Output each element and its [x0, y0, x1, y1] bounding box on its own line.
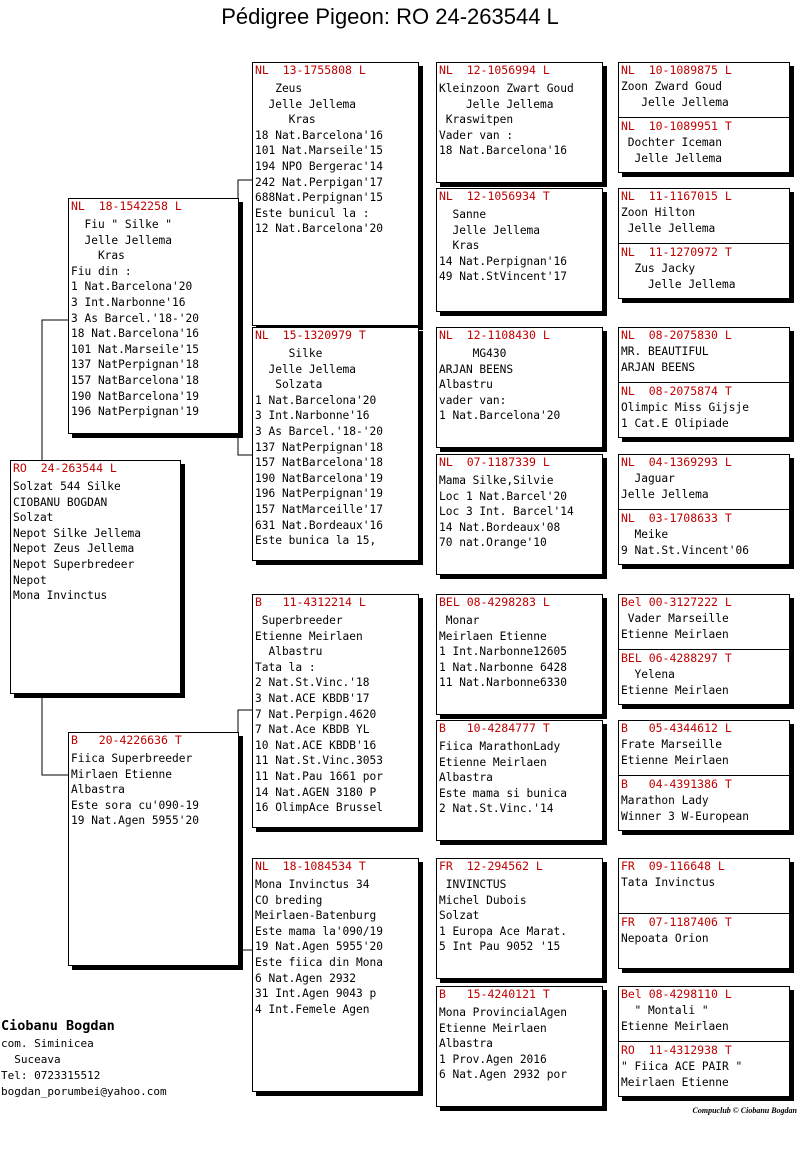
pigeon-pair-top [619, 63, 789, 110]
pigeon-card-mm [252, 858, 419, 1092]
owner-address-line: com. Siminicea [1, 1037, 94, 1050]
pigeon-info-line: Nepot Zeus Jellema [13, 542, 135, 556]
pigeon-info-line: 6 Nat.Agen 2932 [255, 971, 357, 985]
pigeon-info-line: " Montali " [621, 1004, 709, 1017]
pigeon-info-line: 137 NatPerpignan'18 [71, 358, 199, 372]
pigeon-info-line: Jelle Jellema [439, 97, 554, 111]
pigeon-info-line: 14 Nat.Perpignan'16 [439, 254, 567, 268]
owner-address-line: Suceava [1, 1053, 61, 1066]
pigeon-pair-card-g1 [618, 62, 790, 173]
pigeon-info-line: Nepot Superbredeer [13, 557, 135, 571]
owner-contact [1, 1016, 167, 1100]
pigeon-pair-top [619, 987, 789, 1034]
pigeon-info-line: Tata la : [255, 660, 316, 674]
ring-number: NL 18-1542258 L [71, 199, 182, 213]
pigeon-info-line: 19 Nat.Agen 5955'20 [71, 814, 199, 828]
pigeon-info-line: Meirlaen Etienne [621, 1075, 729, 1089]
ring-number: Bel 08-4298110 L [621, 987, 732, 1001]
pigeon-card-fmm [436, 454, 603, 575]
pigeon-info-line: 3 Int.Narbonne'16 [255, 409, 370, 423]
pigeon-info-line: Solzat 544 Silke [13, 480, 121, 493]
pigeon-pair-bottom [619, 777, 789, 824]
ring-number: NL 11-1270972 T [621, 245, 732, 259]
pigeon-info-line: CO breding [255, 893, 323, 907]
pigeon-info-line: Superbreeder [255, 614, 343, 627]
pigeon-info-line: 190 NatBarcelona'19 [71, 389, 199, 403]
pigeon-info-line: Etienne Meirlaen [439, 1021, 547, 1035]
pigeon-info-line: 11 Nat.St.Vinc.3053 [255, 754, 383, 768]
pigeon-info-line: Zeus [255, 82, 303, 95]
pigeon-info-line: 157 NatBarcelona'18 [255, 456, 383, 470]
pigeon-info-line: 242 Nat.Perpigan'17 [255, 175, 383, 189]
pigeon-info-line: Albastra [439, 771, 493, 785]
pigeon-card-mf [252, 594, 419, 828]
pigeon-info-line: Jelle Jellema [255, 97, 357, 111]
pigeon-card-mother [68, 732, 239, 966]
ring-number: NL 04-1369293 L [621, 455, 732, 469]
pigeon-pair-bottom [619, 119, 789, 166]
pair-divider [619, 243, 789, 244]
pigeon-card-fff [436, 62, 603, 183]
pigeon-info-line: Marathon Lady [621, 794, 709, 807]
pigeon-card-mmf [436, 858, 603, 979]
pigeon-info-line: Etienne Meirlaen [621, 753, 729, 767]
ring-number: B 15-4240121 T [439, 987, 550, 1001]
pigeon-card-ff [252, 62, 419, 326]
pigeon-info-line: Fiu din : [71, 264, 132, 278]
pigeon-pair-card-g5 [618, 594, 790, 705]
pigeon-info-line: Nepot Silke Jellema [13, 526, 141, 540]
pigeon-info-line: INVINCTUS [439, 878, 507, 891]
pigeon-info-line: MR. BEAUTIFUL [621, 345, 709, 358]
pigeon-info-line: MG430 [439, 347, 507, 360]
pigeon-info-line: Loc 3 Int. Barcel'14 [439, 505, 574, 519]
pigeon-info-line: 688Nat.Perpignan'15 [255, 191, 383, 205]
pigeon-info-line: 11 Nat.Pau 1661 por [255, 769, 383, 783]
pigeon-info-line: Etienne Meirlaen [621, 1019, 729, 1033]
ring-number: B 20-4226636 T [71, 733, 182, 747]
pair-divider [619, 117, 789, 118]
pigeon-info-line: 49 Nat.StVincent'17 [439, 270, 567, 284]
pigeon-info-line: Michel Dubois [439, 893, 527, 907]
pigeon-info-line: 9 Nat.St.Vincent'06 [621, 543, 749, 557]
pigeon-info-line: Jelle Jellema [621, 487, 709, 501]
pigeon-info-line: 3 As Barcel.'18-'20 [255, 424, 383, 438]
pigeon-info-line: 190 NatBarcelona'19 [255, 471, 383, 485]
pigeon-pair-bottom [619, 511, 789, 558]
pigeon-info-line: Kras [439, 239, 480, 253]
ring-number: NL 03-1708633 T [621, 511, 732, 525]
pigeon-info-line: Jelle Jellema [621, 277, 736, 291]
pigeon-pair-bottom [619, 915, 789, 947]
ring-number: NL 07-1187339 L [439, 455, 550, 469]
ring-number: BEL 06-4288297 T [621, 651, 732, 665]
pigeon-info-line: Jelle Jellema [621, 221, 716, 235]
pigeon-info-line: Tata Invinctus [621, 876, 716, 889]
pigeon-info-line: Zoon Hilton [621, 206, 696, 219]
pigeon-info-line: 101 Nat.Marseile'15 [71, 342, 199, 356]
pigeon-info-line: Zus Jacky [621, 262, 696, 275]
pigeon-pair-top [619, 189, 789, 236]
pigeon-card-subject [10, 460, 181, 694]
ring-number: FR 07-1187406 T [621, 915, 732, 929]
pigeon-info-line: 631 Nat.Bordeaux'16 [255, 518, 383, 532]
pigeon-info-line: 194 NPO Bergerac'14 [255, 159, 383, 173]
pigeon-info-line: CIOBANU BOGDAN [13, 495, 108, 509]
pigeon-pair-card-g3 [618, 327, 790, 438]
pigeon-info-line: 18 Nat.Barcelona'16 [439, 144, 567, 158]
pigeon-info-line: Albastra [71, 783, 125, 797]
pigeon-pair-bottom [619, 384, 789, 431]
pigeon-info-line: 18 Nat.Barcelona'16 [71, 327, 199, 341]
pigeon-info-line: 137 NatPerpignan'18 [255, 440, 383, 454]
pigeon-info-line: Vader van : [439, 128, 514, 142]
pigeon-info-line: Etienne Meirlaen [439, 755, 547, 769]
pigeon-card-father [68, 198, 239, 434]
pair-divider [619, 775, 789, 776]
pigeon-info-line: 196 NatPerpignan'19 [255, 487, 383, 501]
pair-divider [619, 913, 789, 914]
pigeon-info-line: 1 Cat.E Olipiade [621, 416, 729, 430]
pigeon-info-line: 70 nat.Orange'10 [439, 536, 547, 550]
pigeon-info-line: 7 Nat.Perpign.4620 [255, 707, 377, 721]
pigeon-info-line: Etienne Meirlaen [255, 629, 363, 643]
pigeon-info-line: 18 Nat.Barcelona'16 [255, 128, 383, 142]
pigeon-info-line: Solzat [439, 909, 480, 923]
ring-number: RO 24-263544 L [13, 461, 117, 475]
ring-number: NL 08-2075830 L [621, 328, 732, 342]
pigeon-card-mmm [436, 986, 603, 1107]
pigeon-pair-card-g7 [618, 858, 790, 969]
pigeon-info-line: 7 Nat.Ace KBDB YL [255, 723, 370, 737]
pigeon-info-line: Meirlaen Etienne [439, 629, 547, 643]
pigeon-info-line: Meirlaen-Batenburg [255, 909, 377, 923]
pigeon-pair-card-g4 [618, 454, 790, 565]
pigeon-info-line: Dochter Iceman [621, 136, 723, 149]
pigeon-info-line: Nepoata Orion [621, 932, 709, 945]
pigeon-info-line: 3 Nat.ACE KBDB'17 [255, 691, 370, 705]
pigeon-info-line: Este fiica din Mona [255, 955, 383, 969]
pigeon-info-line: vader van: [439, 393, 507, 407]
pigeon-info-line: " Fiica ACE PAIR " [621, 1060, 743, 1073]
pigeon-info-line: Olimpic Miss Gijsje [621, 401, 749, 414]
pigeon-info-line: 5 Int Pau 9052 '15 [439, 940, 561, 954]
ring-number: NL 10-1089875 L [621, 63, 732, 77]
pigeon-pair-top [619, 455, 789, 502]
pigeon-info-line: Jelle Jellema [621, 151, 723, 165]
pigeon-info-line: 1 Europa Ace Marat. [439, 924, 567, 938]
pigeon-pair-bottom [619, 651, 789, 698]
ring-number: NL 11-1167015 L [621, 189, 732, 203]
page-title: Pédigree Pigeon: RO 24-263544 L [221, 4, 559, 29]
pigeon-pair-bottom [619, 1043, 789, 1090]
ring-number: B 10-4284777 T [439, 721, 550, 735]
pigeon-info-line: Yelena [621, 668, 675, 681]
pigeon-info-line: 196 NatPerpignan'19 [71, 405, 199, 419]
pigeon-info-line: Jelle Jellema [255, 362, 357, 376]
pigeon-info-line: Mona Invinctus 34 [255, 878, 370, 891]
pigeon-pair-card-g2 [618, 188, 790, 299]
pair-divider [619, 1041, 789, 1042]
pigeon-info-line: Meike [621, 528, 669, 541]
pigeon-card-ffm [436, 188, 603, 312]
pigeon-info-line: 16 OlimpAce Brussel [255, 801, 383, 815]
pigeon-info-line: 4 Int.Femele Agen [255, 1002, 370, 1016]
pigeon-info-line: Albastra [439, 1037, 493, 1051]
pigeon-info-line: 1 Prov.Agen 2016 [439, 1052, 547, 1066]
pigeon-info-line: Este bunica la 15, [255, 534, 377, 548]
pigeon-info-line: 1 Nat.Barcelona'20 [439, 409, 561, 423]
pigeon-info-line: Solzata [255, 378, 323, 392]
pigeon-info-line: Albastru [439, 378, 493, 392]
pigeon-pair-top [619, 328, 789, 375]
pigeon-card-fmf [436, 327, 603, 448]
pigeon-info-line: Winner 3 W-European [621, 809, 749, 823]
ring-number: NL 08-2075874 T [621, 384, 732, 398]
ring-number: B 11-4312214 L [255, 595, 366, 609]
ring-number: NL 18-1084534 T [255, 859, 366, 873]
pigeon-info-line: ARJAN BEENS [621, 360, 696, 374]
pigeon-info-line: Kraswitpen [439, 113, 514, 127]
pigeon-info-line: 1 Nat.Narbonne 6428 [439, 660, 567, 674]
pigeon-info-line: Solzat [13, 511, 54, 525]
ring-number: NL 12-1108430 L [439, 328, 550, 342]
pigeon-info-line: Zoon Zward Goud [621, 80, 723, 93]
pigeon-info-line: Jelle Jellema [621, 95, 729, 109]
pigeon-info-line: Jaguar [621, 472, 675, 485]
ring-number: RO 11-4312938 T [621, 1043, 732, 1057]
pigeon-card-fm [252, 327, 419, 561]
pigeon-pair-top [619, 859, 789, 891]
ring-number: B 04-4391386 T [621, 777, 732, 791]
pigeon-info-line: Monar [439, 614, 480, 627]
ring-number: NL 12-1056934 T [439, 189, 550, 203]
pigeon-info-line: Nepot [13, 573, 47, 587]
pigeon-info-line: Fiica Superbreeder [71, 752, 193, 765]
pigeon-info-line: 2 Nat.St.Vinc.'18 [255, 676, 370, 690]
pigeon-pair-top [619, 721, 789, 768]
pigeon-info-line: 3 As Barcel.'18-'20 [71, 311, 199, 325]
pigeon-info-line: Etienne Meirlaen [621, 683, 729, 697]
ring-number: FR 12-294562 L [439, 859, 543, 873]
pigeon-info-line: 1 Nat.Barcelona'20 [71, 280, 193, 294]
pigeon-pair-card-g8 [618, 986, 790, 1097]
pigeon-info-line: Mona ProvincialAgen [439, 1006, 567, 1019]
pigeon-info-line: 157 NatMarceille'17 [255, 502, 383, 516]
pigeon-info-line: 3 Int.Narbonne'16 [71, 295, 186, 309]
pigeon-info-line: 1 Int.Narbonne12605 [439, 645, 567, 659]
pigeon-info-line: Jelle Jellema [71, 233, 173, 247]
pigeon-info-line: Este sora cu'090-19 [71, 798, 199, 812]
pigeon-pair-top [619, 595, 789, 642]
pigeon-info-line: Etienne Meirlaen [621, 627, 729, 641]
pigeon-info-line: Este mama si bunica [439, 786, 567, 800]
owner-phone: Tel: 0723315512 [1, 1069, 101, 1082]
pigeon-info-line: Kras [255, 113, 316, 127]
pigeon-info-line: Jelle Jellema [439, 223, 541, 237]
pigeon-info-line: 157 NatBarcelona'18 [71, 373, 199, 387]
pigeon-info-line: Vader Marseille [621, 612, 729, 625]
pigeon-info-line: 31 Int.Agen 9043 p [255, 987, 377, 1001]
pigeon-info-line: 2 Nat.St.Vinc.'14 [439, 802, 554, 816]
owner-name: Ciobanu Bogdan [1, 1018, 115, 1034]
pigeon-info-line: 14 Nat.Bordeaux'08 [439, 520, 561, 534]
ring-number: Bel 00-3127222 L [621, 595, 732, 609]
pigeon-card-mfm [436, 720, 603, 841]
pigeon-info-line: Frate Marseille [621, 738, 723, 751]
pigeon-card-mff [436, 594, 603, 715]
ring-number: B 05-4344612 L [621, 721, 732, 735]
pigeon-info-line: Fiu " Silke " [71, 218, 173, 231]
pigeon-info-line: 19 Nat.Agen 5955'20 [255, 940, 383, 954]
pigeon-info-line: Este bunicul la : [255, 206, 370, 220]
pigeon-pair-card-g6 [618, 720, 790, 831]
pigeon-info-line: 1 Nat.Barcelona'20 [255, 393, 377, 407]
ring-number: NL 15-1320979 T [255, 328, 366, 342]
pigeon-info-line: Mama Silke,Silvie [439, 474, 554, 487]
pigeon-info-line: Silke [255, 347, 323, 360]
ring-number: NL 13-1755808 L [255, 63, 366, 77]
pigeon-info-line: Sanne [439, 208, 487, 221]
pair-divider [619, 649, 789, 650]
pair-divider [619, 382, 789, 383]
ring-number: FR 09-116648 L [621, 859, 725, 873]
pigeon-info-line: Albastru [255, 645, 323, 659]
pigeon-info-line: Kras [71, 249, 125, 263]
pigeon-info-line: 101 Nat.Marseile'15 [255, 144, 383, 158]
pigeon-pair-bottom [619, 245, 789, 292]
pair-divider [619, 509, 789, 510]
footer-credit: Compuclub © Ciobanu Bogdan [692, 1106, 797, 1115]
pigeon-info-line: Mirlaen Etienne [71, 767, 173, 781]
ring-number: NL 12-1056994 L [439, 63, 550, 77]
ring-number: BEL 08-4298283 L [439, 595, 550, 609]
owner-email: bogdan_porumbei@yahoo.com [1, 1085, 167, 1098]
pigeon-info-line: Loc 1 Nat.Barcel'20 [439, 489, 567, 503]
pigeon-info-line: ARJAN BEENS [439, 362, 514, 376]
pigeon-info-line: 6 Nat.Agen 2932 por [439, 1068, 567, 1082]
pigeon-info-line: Mona Invinctus [13, 589, 108, 603]
pigeon-info-line: 14 Nat.AGEN 3180 P [255, 785, 377, 799]
pigeon-info-line: 11 Nat.Narbonne6330 [439, 676, 567, 690]
pigeon-info-line: Fiica MarathonLady [439, 740, 561, 753]
pigeon-info-line: 10 Nat.ACE KBDB'16 [255, 738, 377, 752]
ring-number: NL 10-1089951 T [621, 119, 732, 133]
pigeon-info-line: Kleinzoon Zwart Goud [439, 82, 574, 95]
pigeon-info-line: 12 Nat.Barcelona'20 [255, 222, 383, 236]
pigeon-info-line: Este mama la'090/19 [255, 924, 383, 938]
